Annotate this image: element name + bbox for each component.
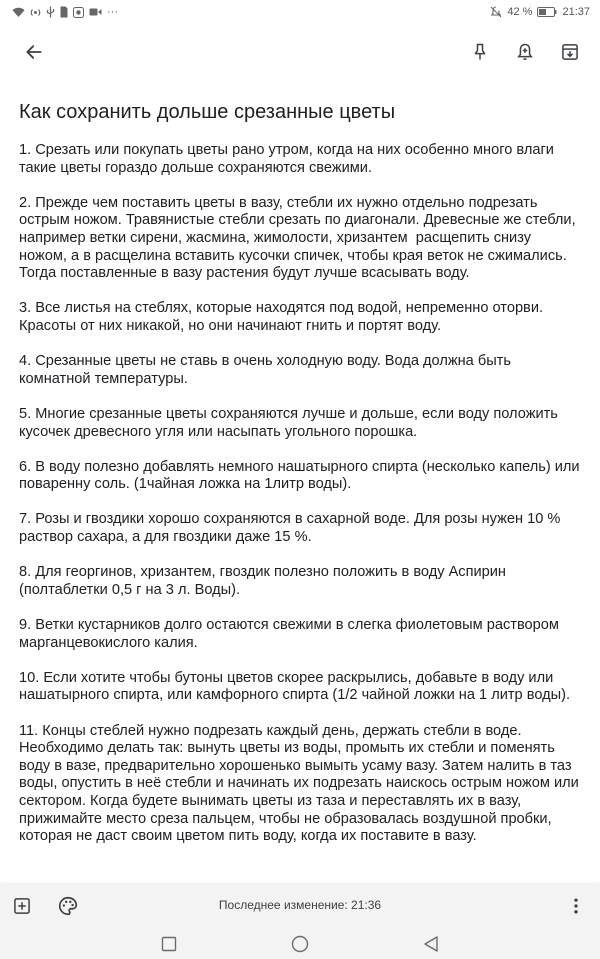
palette-button[interactable] <box>48 886 88 926</box>
bottom-toolbar <box>0 884 600 928</box>
note-paragraph: 7. Розы и гвоздики хорошо сохраняются в сахарной воде. Для розы нужен 10 % раствор сахара, а для гвоздики даже 15 %. <box>19 511 565 546</box>
note-toolbar <box>0 24 600 80</box>
status-time: 21:37 <box>562 6 590 18</box>
sim-icon <box>60 6 68 18</box>
archive-button[interactable] <box>550 32 590 72</box>
note-body[interactable] <box>19 142 583 846</box>
hotspot-icon <box>30 7 41 18</box>
add-content-button[interactable] <box>2 886 42 926</box>
note-paragraph: 2. Прежде чем поставить цветы в вазу, стебли их нужно отдельно подрезать острым ножом. Травянистые стебли срезать по диагонали. Древесные же стебли, например ветки сирени, жасмина, жимолости, хризантем расщепить снизу ножом, а в расщелина вставить кусочки спичек, чтобы края веток не сжимались. Тогда поставленные в вазу растения будут лучше всасывать воду. <box>19 194 580 282</box>
battery-percent: 42 % <box>507 6 533 18</box>
notification-icon <box>73 7 84 18</box>
last-edited-label: Последнее изменение: 21:36 <box>218 898 382 912</box>
more-options-button[interactable] <box>556 886 596 926</box>
more-notifications-indicator: ··· <box>107 6 118 18</box>
mute-icon <box>490 6 502 18</box>
back-triangle-icon <box>423 935 439 953</box>
recents-button[interactable] <box>149 928 189 959</box>
bell-plus-icon <box>515 41 535 63</box>
home-button[interactable] <box>280 928 320 959</box>
archive-icon <box>560 42 580 62</box>
system-back-button[interactable] <box>411 928 451 959</box>
usb-icon <box>46 6 55 18</box>
note-paragraph: 6. В воду полезно добавлять немного нашатырного спирта (несколько капель) или поваренну соль. (1чайная ложка на 1литр воды). <box>19 458 584 493</box>
note-title[interactable]: Как сохранить дольше срезанные цветы <box>19 101 396 123</box>
home-circle-icon <box>291 935 309 953</box>
note-paragraph: 10. Если хотите чтобы бутоны цветов скорее раскрылись, добавьте в воду или нашатырного спирта, или камфорного спирта (1/2 чайной ложки на 1 литр воды). <box>19 669 571 704</box>
pin-icon <box>470 41 490 63</box>
video-icon <box>89 7 102 17</box>
note-paragraph: 4. Срезанные цветы не ставь в очень холодную воду. Вода должна быть комнатной температуры. <box>19 353 516 387</box>
note-paragraph: 1. Срезать или покупать цветы рано утром, когда на них особенно много влаги такие цветы гораздо дольше сохраняются свежими. <box>19 142 558 176</box>
note-paragraph: 3. Все листья на стеблях, которые находятся под водой, непременно оторви. Красоты от них никакой, но они начинают гнить и портят воду. <box>19 300 548 334</box>
note-paragraph: 11. Концы стеблей нужно подрезать каждый день, держать стебли в воде. Необходимо делать так: вынуть цветы из воды, промыть их стебли и поменять воду в вазе, предварительно хорошенько вымыть усаму вазу. Затем налить в таз воды, опустить в неё стебли и начинать их подрезать наискось острым ножом или сектором. Когда будете вынимать цветы из таза и переставлять их в вазу, прижимайте место среза пальцем, чтобы не образовалась воздушной пробки, которая не даст своим цветом пить воду, когда их поставите в вазу. <box>19 722 583 845</box>
palette-icon <box>57 895 79 917</box>
system-nav-bar <box>0 928 600 959</box>
wifi-icon <box>12 7 25 18</box>
more-vertical-icon <box>566 896 586 916</box>
battery-icon <box>537 7 557 17</box>
reminder-button[interactable] <box>505 32 545 72</box>
note-paragraph: 5. Многие срезанные цветы сохраняются лучше и дольше, если воду положить кусочек древесного угля или насыпать угольного порошка. <box>19 405 562 440</box>
note-paragraph: 9. Ветки кустарников долго остаются свежими в слегка фиолетовым раствором марганцевокислого калия. <box>19 617 563 651</box>
arrow-left-icon <box>24 42 44 62</box>
status-icons-right <box>490 6 590 18</box>
status-bar <box>0 0 600 24</box>
recents-square-icon <box>161 936 177 952</box>
status-icons-left <box>12 6 118 18</box>
note-editor[interactable] <box>19 98 583 883</box>
note-paragraph: 8. Для георгинов, хризантем, гвоздик полезно положить в воду Аспирин (полтаблетки 0,5 г на 3 л. Воды). <box>19 564 511 598</box>
add-box-icon <box>12 896 32 916</box>
pin-button[interactable] <box>460 32 500 72</box>
back-button[interactable] <box>14 32 54 72</box>
